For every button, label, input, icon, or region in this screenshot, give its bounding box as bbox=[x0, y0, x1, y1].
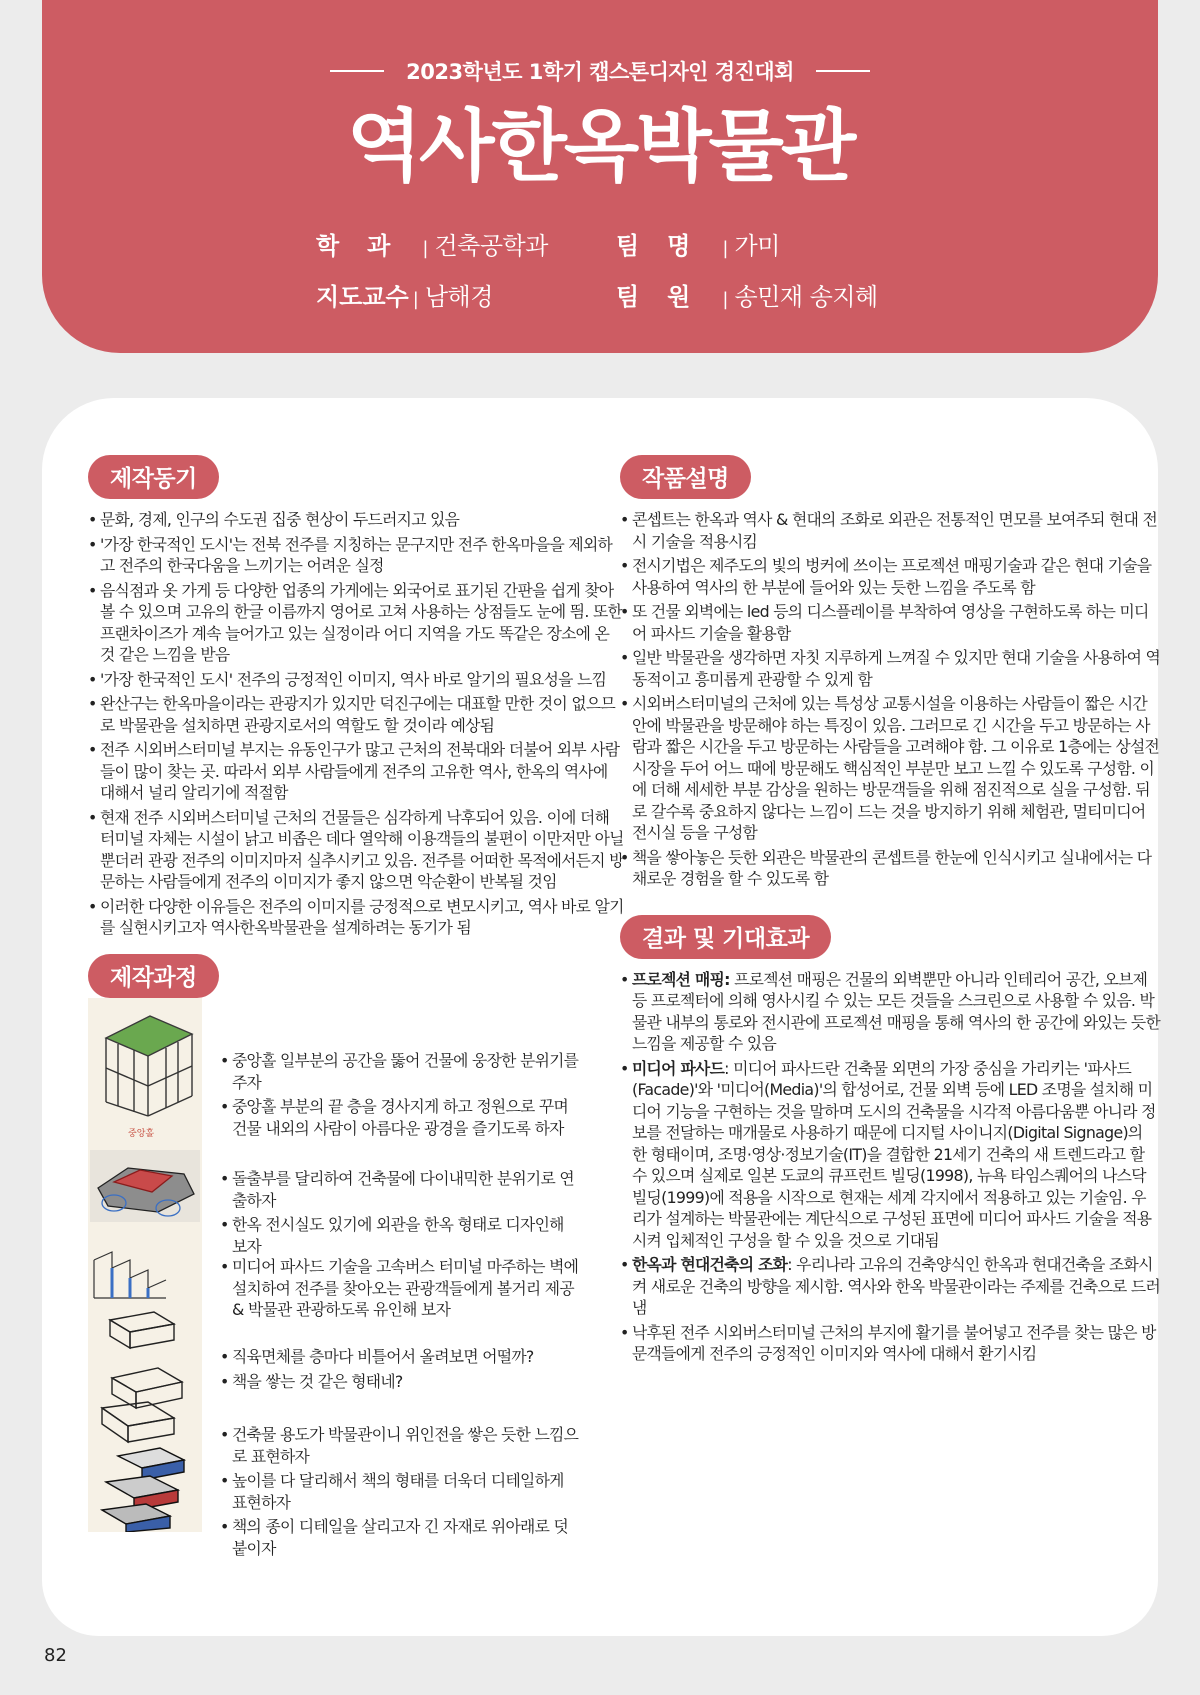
results-list bbox=[620, 969, 1160, 1365]
list-item: • 미디어 파사드 기술을 고속버스 터미널 마주하는 벽에 설치하여 전주를 찾아오는 관광객들에게 볼거리 제공& 박물관 관광하도록 유인해 보자 bbox=[220, 1256, 580, 1321]
process-heading: 제작과정 bbox=[88, 954, 219, 998]
list-item bbox=[620, 969, 1160, 1055]
list-item: • 돌출부를 달리하여 건축물에 다이내믹한 분위기로 연출하자 bbox=[220, 1168, 580, 1211]
advisor-label: 지도교수 bbox=[316, 283, 409, 311]
description-heading: 작품설명 bbox=[620, 455, 751, 499]
list-item: • 중앙홀 일부분의 공간을 뚫어 건물에 웅장한 분위기를 주자 bbox=[220, 1050, 580, 1093]
members-label: 팀원 bbox=[616, 283, 719, 311]
page-title: 역사한옥박물관 bbox=[346, 102, 854, 192]
right-column bbox=[620, 455, 1160, 1368]
list-item: • 완산구는 한옥마을이라는 관광지가 있지만 덕진구에는 대표할 만한 것이 없으므로 박물관을 설치하면 관광지로서의 역할도 할 것이라 예상됨 bbox=[88, 693, 626, 736]
list-item: • 책을 쌓아놓은 듯한 외관은 박물관의 콘셉트를 한눈에 인식시키고 실내에서는 다채로운 경험을 할 수 있도록 함 bbox=[620, 847, 1160, 890]
list-item: • 책을 쌓는 것 같은 형태네? bbox=[220, 1371, 580, 1393]
contest-line bbox=[42, 56, 1158, 86]
process-group-4 bbox=[220, 1346, 580, 1395]
team-label: 팀명 bbox=[616, 232, 719, 260]
sketch-images bbox=[88, 998, 202, 1532]
list-item: • 이러한 다양한 이유들은 전주의 이미지를 긍정적으로 변모시키고, 역사 바로 알기를 실현시키고자 역사한옥박물관을 설계하려는 동기가 됨 bbox=[88, 896, 626, 939]
left-column bbox=[88, 455, 626, 1008]
list-item: • '가장 한국적인 도시' 전주의 긍정적인 이미지, 역사 바로 알기의 필요성을 느낌 bbox=[88, 669, 626, 691]
list-item: • 일반 박물관을 생각하면 자칫 지루하게 느껴질 수 있지만 현대 기술을 사용하여 역동적이고 흥미롭게 관광할 수 있게 함 bbox=[620, 647, 1160, 690]
separator: | bbox=[722, 238, 729, 259]
process-group-1 bbox=[220, 1050, 580, 1142]
list-item: • 책의 종이 디테일을 살리고자 긴 자재로 위아래로 덧붙이자 bbox=[220, 1516, 580, 1559]
item-label: 프로젝션 매핑: bbox=[632, 969, 730, 989]
item-text: 프로젝션 매핑은 건물의 외벽뿐만 아니라 인테리어 공간, 오브제 등 프로젝터에 의해 영사시킬 수 있는 모든 것들을 스크린으로 사용할 수 있음. 박물관 내부의 통로와 전시관에 프로젝션 매핑을 통해 역사의 한 공간에 와있는 듯한 느낌을 제공할 수 있음 bbox=[632, 969, 1161, 1053]
list-item: • '가장 한국적인 도시'는 전북 전주를 지칭하는 문구지만 전주 한옥마을을 제외하고 전주의 한국다움을 느끼기는 어려운 실정 bbox=[88, 534, 626, 577]
sketch-5 bbox=[102, 1368, 182, 1442]
list-item: • 시외버스터미널의 근처에 있는 특성상 교통시설을 이용하는 사람들이 짧은 시간 안에 박물관을 방문해야 하는 특징이 있음. 그러므로 긴 시간을 두고 방문하는 사람과 짧은 시간을 두고 방문하는 사람들을 고려해야 함. 그 이유로 1층에는 상설전시장을 두어 어느 때에 방문해도 핵심적인 부분만 보고 느낄 수 있도록 구성함. 이에 더해 세세한 부분 감상을 원하는 방문객들을 위해 점진적으로 실을 구성함. 뒤로 갈수록 중요하지 않다는 느낌이 드는 것을 방지하기 위해 체험관, 멀티미디어 전시실 등을 구성함 bbox=[620, 693, 1160, 844]
motivation-heading: 제작동기 bbox=[88, 455, 219, 499]
department-label: 학과 bbox=[316, 232, 419, 260]
motivation-list bbox=[88, 509, 626, 939]
department-value: 건축공학과 bbox=[434, 232, 548, 260]
list-item: • 또 건물 외벽에는 led 등의 디스플레이를 부착하여 영상을 구현하도록 하는 미디어 파사드 기술을 활용함 bbox=[620, 601, 1160, 644]
list-item: • 전시기법은 제주도의 빛의 벙커에 쓰이는 프로젝션 매핑기술과 같은 현대 기술을 사용하여 역사의 한 부분에 들어와 있는 듯한 느낌을 주도록 함 bbox=[620, 555, 1160, 598]
list-item: • 높이를 다 달리해서 책의 형태를 더욱더 디테일하게 표현하자 bbox=[220, 1470, 580, 1513]
team-info bbox=[616, 226, 956, 261]
members-value: 송민재 송지혜 bbox=[734, 283, 878, 311]
list-item: • 현재 전주 시외버스터미널 근처의 건물들은 심각하게 낙후되어 있음. 이에 더해 터미널 자체는 시설이 낡고 비좁은 데다 열악해 이용객들의 불편이 이만저만 아닐뿐더러 관광 전주의 이미지마저 실추시키고 있음. 전주를 어떠한 목적에서든지 방문하는 사람들에게 전주의 이미지가 좋지 않으면 악순환이 반복될 것임 bbox=[88, 807, 626, 893]
separator: | bbox=[412, 289, 419, 310]
process-group-5 bbox=[220, 1424, 580, 1562]
sketch-4 bbox=[110, 1312, 174, 1348]
process-group-3 bbox=[220, 1256, 580, 1324]
content-card bbox=[42, 398, 1161, 1636]
item-text: 낙후된 전주 시외버스터미널 근처의 부지에 활기를 불어넣고 전주를 찾는 많은 방문객들에게 전주의 긍정적인 이미지와 역사에 대해서 환기시킴 bbox=[632, 1322, 1156, 1363]
process-section bbox=[42, 998, 642, 1598]
list-item: • 한옥 전시실도 있기에 외관을 한옥 형태로 디자인해 보자 bbox=[220, 1214, 580, 1257]
left-rule bbox=[330, 70, 384, 72]
list-item: • 전주 시외버스터미널 부지는 유동인구가 많고 근처의 전북대와 더불어 외부 사람들이 많이 찾는 곳. 따라서 외부 사람들에게 전주의 고유한 역사, 한옥의 역사에 대해서 널리 알리기에 적절함 bbox=[88, 739, 626, 804]
members-info bbox=[616, 277, 956, 312]
right-rule bbox=[816, 70, 870, 72]
advisor-value: 남해경 bbox=[424, 283, 493, 311]
sketch-note: 중앙홀 bbox=[128, 1129, 155, 1139]
sketch-6 bbox=[102, 1448, 184, 1532]
department-info bbox=[316, 226, 616, 261]
list-item: • 콘셉트는 한옥과 역사 & 현대의 조화로 외관은 전통적인 면모를 보여주되 현대 전시 기술을 적용시킴 bbox=[620, 509, 1160, 552]
separator: | bbox=[722, 289, 729, 310]
description-list bbox=[620, 509, 1160, 890]
list-item: • 건축물 용도가 박물관이니 위인전을 쌓은 듯한 느낌으로 표현하자 bbox=[220, 1424, 580, 1467]
item-text: : 미디어 파사드란 건축물 외면의 가장 중심을 가리키는 '파사드(Facade)'와 '미디어(Media)'의 합성어로, 건물 외벽 등에 LED 조명을 설치해 미디어 기능을 구현하는 것을 말하며 도시의 건축물을 시각적 아름다움뿐 아니라 정보를 전달하는 매개물로 사용하기 때문에 디지털 사이니지(Digital Signage)의 한 형태이며, 조명·영상·정보기술(IT)을 결합한 21세기 건축의 새 트렌드라고 할 수 있으며 실제로 일본 도쿄의 큐프런트 빌딩(1998), 뉴욕 타임스퀘어의 나스닥 빌딩(1999)에 적용을 시작으로 현재는 세계 각지에서 적용하고 있는 기술임. 우리가 설계하는 박물관에는 계단식으로 구성된 표면에 미디어 파사드 기술을 적용시켜 입체적인 구성을 할 수 있을 것으로 기대됨 bbox=[632, 1058, 1156, 1250]
advisor-info bbox=[316, 277, 616, 312]
list-item: • 문화, 경제, 인구의 수도권 집중 현상이 두드러지고 있음 bbox=[88, 509, 626, 531]
header-banner bbox=[42, 0, 1158, 353]
sketch-1 bbox=[106, 1016, 192, 1116]
results-heading: 결과 및 기대효과 bbox=[620, 915, 831, 959]
separator: | bbox=[422, 238, 429, 259]
contest-title: 2023학년도 1학기 캡스톤디자인 경진대회 bbox=[406, 60, 794, 84]
item-label: 미디어 파사드 bbox=[632, 1058, 725, 1078]
sketch-3 bbox=[94, 1252, 166, 1298]
project-info bbox=[316, 226, 956, 312]
process-group-2 bbox=[220, 1168, 580, 1260]
sketch-illustration bbox=[88, 998, 202, 1532]
item-text: : 우리나라 고유의 건축양식인 한옥과 현대건축을 조화시켜 새로운 건축의 방향을 제시함. 역사와 한옥 박물관이라는 주제를 건축으로 드러냄 bbox=[632, 1255, 1161, 1317]
team-value: 가미 bbox=[734, 232, 780, 260]
list-item bbox=[620, 1254, 1160, 1319]
sketch-2 bbox=[90, 1150, 200, 1222]
list-item bbox=[620, 1322, 1160, 1365]
list-item: • 음식점과 옷 가게 등 다양한 업종의 가게에는 외국어로 표기된 간판을 쉽게 찾아볼 수 있으며 고유의 한글 이름까지 영어로 고쳐 사용하는 상점들도 눈에 띔. 또한 프랜차이즈가 계속 늘어가고 있는 실정이라 어디 지역을 가도 똑같은 장소에 온 것 같은 느낌을 받음 bbox=[88, 580, 626, 666]
list-item: • 직육면체를 층마다 비틀어서 올려보면 어떨까? bbox=[220, 1346, 580, 1368]
list-item bbox=[620, 1058, 1160, 1252]
item-label: 한옥과 현대건축의 조화 bbox=[632, 1255, 788, 1274]
list-item: • 중앙홀 부분의 끝 층을 경사지게 하고 정원으로 꾸며 건물 내외의 사람이 아름다운 광경을 즐기도록 하자 bbox=[220, 1096, 580, 1139]
page-number: 82 bbox=[44, 1645, 67, 1666]
